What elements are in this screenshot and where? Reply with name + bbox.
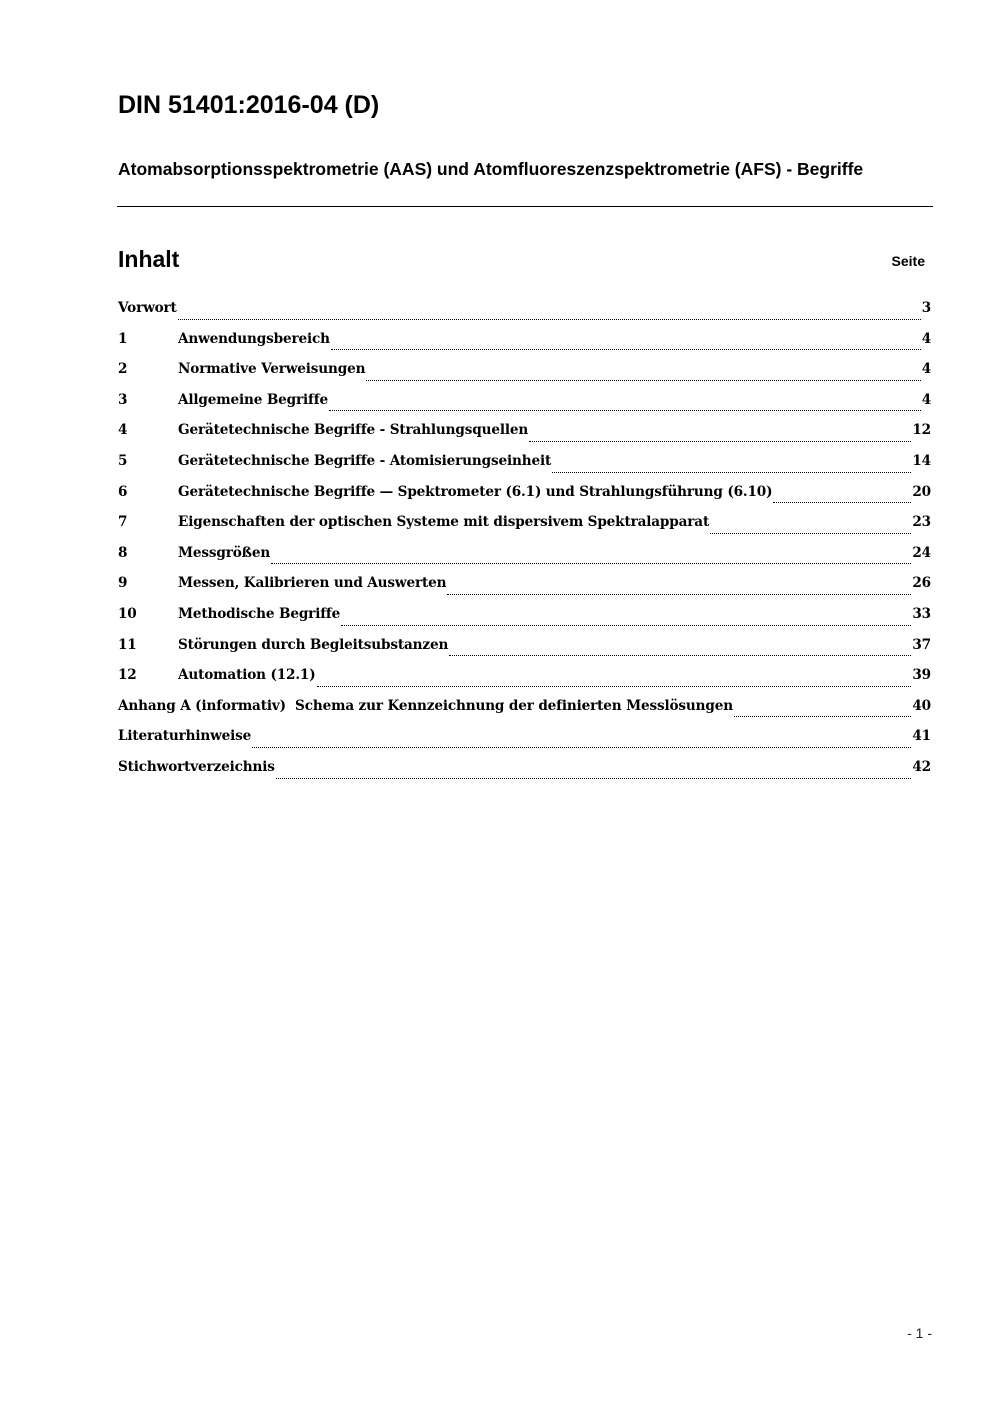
toc-entry-number: 1 [118,330,128,347]
toc-dot-leader [329,410,921,411]
toc-entry-page: 33 [912,605,931,622]
toc-entry-page: 4 [921,391,931,408]
toc-entry[interactable] [118,667,931,698]
page-number: - 1 - [907,1325,932,1341]
toc-entry-page: 14 [912,452,931,469]
toc-entry-page: 4 [921,330,931,347]
toc-entry-label: Gerätetechnische Begriffe - Atomisierungseinheit [178,452,552,469]
toc-dot-leader [276,778,912,779]
toc-entry-page: 26 [912,575,931,592]
toc-entry-label: Normative Verweisungen [178,361,366,378]
toc-entry-page: 23 [912,514,931,531]
title-divider [117,206,933,207]
toc-dot-leader [252,747,911,748]
toc-entry-label: Störungen durch Begleitsubstanzen [178,636,449,653]
toc-entry[interactable] [118,484,931,515]
toc-entry-label: Gerätetechnische Begriffe - Strahlungsquellen [178,422,529,439]
toc-entry-label: Literaturhinweise [118,728,252,745]
toc-entry-number: 11 [118,636,137,653]
toc-heading: Inhalt [118,246,180,272]
toc-entry[interactable] [118,606,931,637]
toc-entry-page: 37 [912,636,931,653]
toc-dot-leader [317,686,912,687]
toc-entry[interactable] [118,514,931,545]
toc-entry-number: 3 [118,391,128,408]
toc-entry-page: 39 [912,667,931,684]
toc-entry-page: 12 [912,422,931,439]
toc-entry-label: Anhang A (informativ) Schema zur Kennzeichnung der definierten Messlösungen [118,697,733,714]
toc-entry-label: Methodische Begriffe [178,605,341,622]
toc-entry[interactable] [118,300,931,331]
toc-entry-page: 20 [912,483,931,500]
toc-dot-leader [341,625,911,626]
document-title: Atomabsorptionsspektrometrie (AAS) und Atomfluoreszenzspektrometrie (AFS) - Begriffe [118,159,864,179]
toc-dot-leader [331,349,921,350]
toc-entry[interactable] [118,422,931,453]
toc-entry-label: Anwendungsbereich [178,330,330,347]
table-of-contents [118,300,931,790]
toc-dot-leader [178,319,921,320]
toc-entry[interactable] [118,392,931,423]
toc-entry-page: 4 [921,361,931,378]
toc-entry[interactable] [118,575,931,606]
toc-dot-leader [366,380,920,381]
toc-dot-leader [773,502,911,503]
toc-dot-leader [271,563,911,564]
toc-entry-number: 10 [118,605,137,622]
toc-entry[interactable] [118,331,931,362]
toc-entry-page: 24 [912,544,931,561]
toc-entry[interactable] [118,728,931,759]
toc-entry-number: 6 [118,483,128,500]
toc-entry-number: 7 [118,514,128,531]
toc-entry-label: Messgrößen [178,544,271,561]
toc-entry-label: Messen, Kalibrieren und Auswerten [178,575,447,592]
toc-entry-label: Stichwortverzeichnis [118,758,275,775]
toc-entry[interactable] [118,759,931,790]
toc-entry[interactable] [118,545,931,576]
toc-dot-leader [449,655,911,656]
toc-dot-leader [734,716,911,717]
toc-entry-label: Vorwort [118,300,177,316]
toc-entry-page: 40 [912,697,931,714]
toc-entry[interactable] [118,637,931,668]
toc-entry-number: 4 [118,422,128,439]
page-column-label: Seite [891,253,925,269]
toc-entry-page: 3 [921,300,931,316]
toc-entry-label: Allgemeine Begriffe [178,391,328,408]
toc-entry-label: Eigenschaften der optischen Systeme mit dispersivem Spektralapparat [178,514,710,531]
toc-entry[interactable] [118,453,931,484]
toc-entry-number: 9 [118,575,128,592]
toc-dot-leader [529,441,911,442]
toc-dot-leader [552,472,911,473]
toc-dot-leader [710,533,911,534]
toc-entry-page: 41 [912,728,931,745]
toc-entry-page: 42 [912,758,931,775]
document-id: DIN 51401:2016-04 (D) [118,91,380,119]
toc-entry[interactable] [118,698,931,729]
toc-entry-number: 2 [118,361,128,378]
toc-dot-leader [447,594,911,595]
toc-entry-number: 8 [118,544,128,561]
toc-entry[interactable] [118,361,931,392]
toc-entry-number: 5 [118,452,128,469]
toc-entry-number: 12 [118,667,137,684]
toc-entry-label: Automation (12.1) [178,667,316,684]
toc-entry-label: Gerätetechnische Begriffe — Spektrometer (6.1) und Strahlungsführung (6.10) [178,483,773,500]
